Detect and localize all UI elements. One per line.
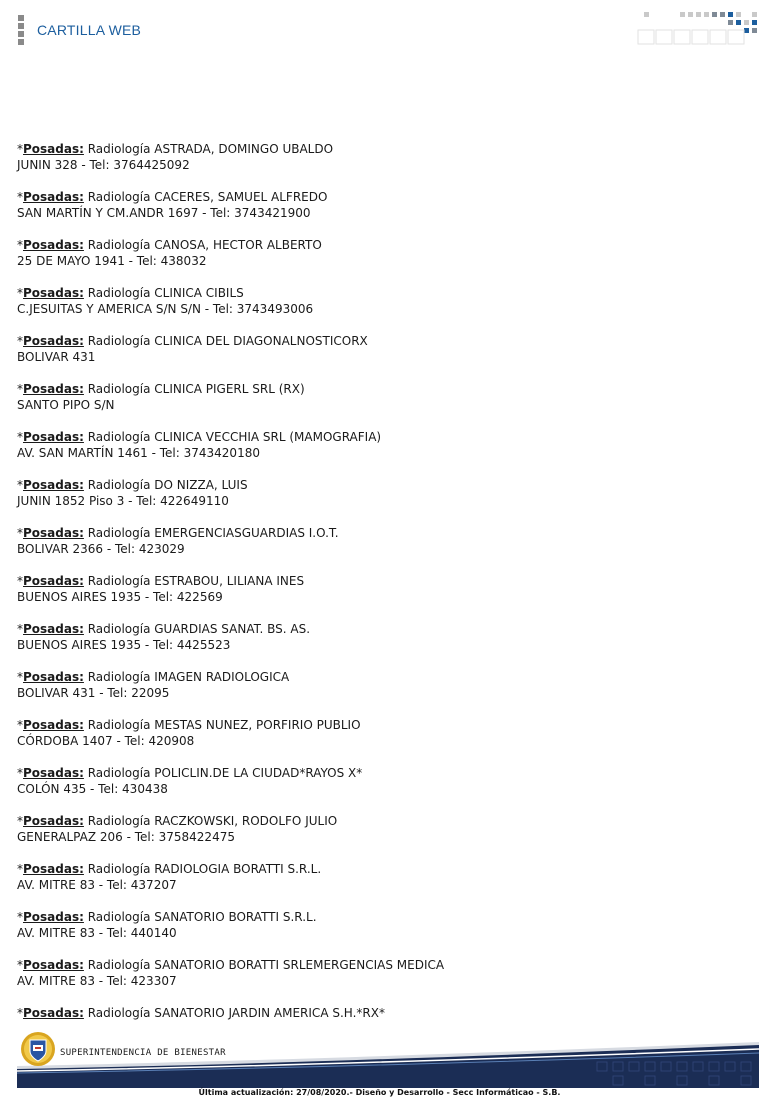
city-label: Posadas: [23,1006,84,1020]
provider-name: SANATORIO JARDIN AMERICA S.H.*RX* [150,1006,385,1020]
list-item [17,909,737,941]
city-label: Posadas: [23,382,84,396]
specialty-label: Radiología [83,574,151,588]
asterisk-prefix: * [17,958,23,972]
police-shield-emblem-icon [20,1031,56,1067]
provider-line [17,717,737,733]
provider-name: SANATORIO BORATTI S.R.L. [150,910,317,924]
provider-line [17,333,737,349]
organization-name: SUPERINTENDENCIA DE BIENESTAR [60,1048,226,1058]
provider-name: RADIOLOGIA BORATTI S.R.L. [150,862,322,876]
specialty-label: Radiología [83,286,151,300]
asterisk-prefix: * [17,382,23,396]
specialty-label: Radiología [83,862,151,876]
asterisk-prefix: * [17,238,23,252]
provider-address: COLÓN 435 - Tel: 430438 [17,782,168,796]
list-item [17,813,737,845]
specialty-label: Radiología [83,478,151,492]
city-label: Posadas: [23,238,84,252]
provider-line [17,285,737,301]
asterisk-prefix: * [17,622,23,636]
provider-name: SANATORIO BORATTI SRLEMERGENCIAS MEDICA [150,958,445,972]
provider-address: AV. MITRE 83 - Tel: 423307 [17,974,177,988]
provider-name: CLINICA VECCHIA SRL (MAMOGRAFIA) [150,430,382,444]
list-item [17,621,737,653]
provider-line [17,381,737,397]
asterisk-prefix: * [17,190,23,204]
city-label: Posadas: [23,718,84,732]
asterisk-prefix: * [17,814,23,828]
city-label: Posadas: [23,142,84,156]
specialty-label: Radiología [83,766,151,780]
provider-name: MESTAS NUNEZ, PORFIRIO PUBLIO [150,718,361,732]
specialty-label: Radiología [83,430,151,444]
asterisk-prefix: * [17,718,23,732]
header-bar-icon [18,15,24,47]
specialty-label: Radiología [83,622,151,636]
asterisk-prefix: * [17,286,23,300]
city-label: Posadas: [23,190,84,204]
specialty-label: Radiología [83,1006,151,1020]
provider-line [17,909,737,925]
asterisk-prefix: * [17,142,23,156]
list-item [17,141,737,173]
provider-name: CANOSA, HECTOR ALBERTO [150,238,322,252]
page-title: CARTILLA WEB [37,22,142,38]
city-label: Posadas: [23,286,84,300]
asterisk-prefix: * [17,334,23,348]
provider-address: AV. MITRE 83 - Tel: 437207 [17,878,177,892]
provider-line [17,525,737,541]
provider-address: SAN MARTÍN Y CM.ANDR 1697 - Tel: 3743421900 [17,206,311,220]
city-label: Posadas: [23,766,84,780]
list-item [17,669,737,701]
specialty-label: Radiología [83,718,151,732]
list-item [17,717,737,749]
specialty-label: Radiología [83,670,151,684]
provider-address: C.JESUITAS Y AMERICA S/N S/N - Tel: 3743493006 [17,302,314,316]
provider-name: CACERES, SAMUEL ALFREDO [150,190,328,204]
provider-name: IMAGEN RADIOLOGICA [150,670,290,684]
city-label: Posadas: [23,334,84,348]
provider-line [17,141,737,157]
provider-line [17,573,737,589]
specialty-label: Radiología [83,334,151,348]
specialty-label: Radiología [83,382,151,396]
provider-address: CÓRDOBA 1407 - Tel: 420908 [17,734,195,748]
list-item [17,1005,737,1021]
asterisk-prefix: * [17,478,23,492]
specialty-label: Radiología [83,526,151,540]
provider-address: JUNIN 328 - Tel: 3764425092 [17,158,190,172]
list-item [17,861,737,893]
specialty-label: Radiología [83,190,151,204]
list-item [17,429,737,461]
list-item [17,957,737,989]
specialty-label: Radiología [83,958,151,972]
asterisk-prefix: * [17,910,23,924]
provider-address: BUENOS AIRES 1935 - Tel: 4425523 [17,638,231,652]
asterisk-prefix: * [17,430,23,444]
asterisk-prefix: * [17,526,23,540]
provider-line [17,189,737,205]
provider-address: AV. SAN MARTÍN 1461 - Tel: 3743420180 [17,446,260,460]
provider-name: EMERGENCIASGUARDIAS I.O.T. [150,526,339,540]
provider-name: GUARDIAS SANAT. BS. AS. [150,622,311,636]
footer-update-text: Última actualización: 27/08/2020.- Diseño y Desarrollo - Secc Informáticao - S.B. [198,1088,561,1097]
list-item [17,765,737,797]
provider-address: BOLIVAR 431 [17,350,96,364]
provider-address: 25 DE MAYO 1941 - Tel: 438032 [17,254,207,268]
provider-line [17,765,737,781]
city-label: Posadas: [23,478,84,492]
provider-line [17,813,737,829]
provider-line [17,237,737,253]
list-item [17,189,737,221]
provider-line [17,957,737,973]
provider-address: GENERALPAZ 206 - Tel: 3758422475 [17,830,235,844]
header-decoration [636,12,759,48]
provider-list [17,141,737,1037]
provider-address: SANTO PIPO S/N [17,398,115,412]
provider-address: JUNIN 1852 Piso 3 - Tel: 422649110 [17,494,229,508]
footer-wave [17,1036,759,1088]
specialty-label: Radiología [83,910,151,924]
list-item [17,237,737,269]
asterisk-prefix: * [17,766,23,780]
asterisk-prefix: * [17,574,23,588]
provider-line [17,477,737,493]
provider-line [17,669,737,685]
asterisk-prefix: * [17,1006,23,1020]
city-label: Posadas: [23,430,84,444]
list-item [17,381,737,413]
provider-name: RACZKOWSKI, RODOLFO JULIO [150,814,338,828]
city-label: Posadas: [23,670,84,684]
city-label: Posadas: [23,910,84,924]
provider-line [17,1005,737,1021]
city-label: Posadas: [23,622,84,636]
asterisk-prefix: * [17,670,23,684]
specialty-label: Radiología [83,142,151,156]
list-item [17,333,737,365]
city-label: Posadas: [23,958,84,972]
provider-address: BUENOS AIRES 1935 - Tel: 422569 [17,590,223,604]
city-label: Posadas: [23,574,84,588]
city-label: Posadas: [23,814,84,828]
provider-name: POLICLIN.DE LA CIUDAD*RAYOS X* [150,766,363,780]
provider-name: CLINICA CIBILS [150,286,244,300]
provider-name: CLINICA PIGERL SRL (RX) [150,382,305,396]
provider-name: CLINICA DEL DIAGONALNOSTICORX [150,334,368,348]
provider-line [17,621,737,637]
provider-address: BOLIVAR 431 - Tel: 22095 [17,686,170,700]
list-item [17,477,737,509]
asterisk-prefix: * [17,862,23,876]
specialty-label: Radiología [83,814,151,828]
provider-line [17,429,737,445]
provider-name: ASTRADA, DOMINGO UBALDO [150,142,334,156]
city-label: Posadas: [23,862,84,876]
provider-name: ESTRABOU, LILIANA INES [150,574,305,588]
city-label: Posadas: [23,526,84,540]
list-item [17,285,737,317]
provider-name: DO NIZZA, LUIS [150,478,248,492]
provider-address: AV. MITRE 83 - Tel: 440140 [17,926,177,940]
provider-line [17,861,737,877]
specialty-label: Radiología [83,238,151,252]
list-item [17,573,737,605]
provider-address: BOLIVAR 2366 - Tel: 423029 [17,542,185,556]
list-item [17,525,737,557]
